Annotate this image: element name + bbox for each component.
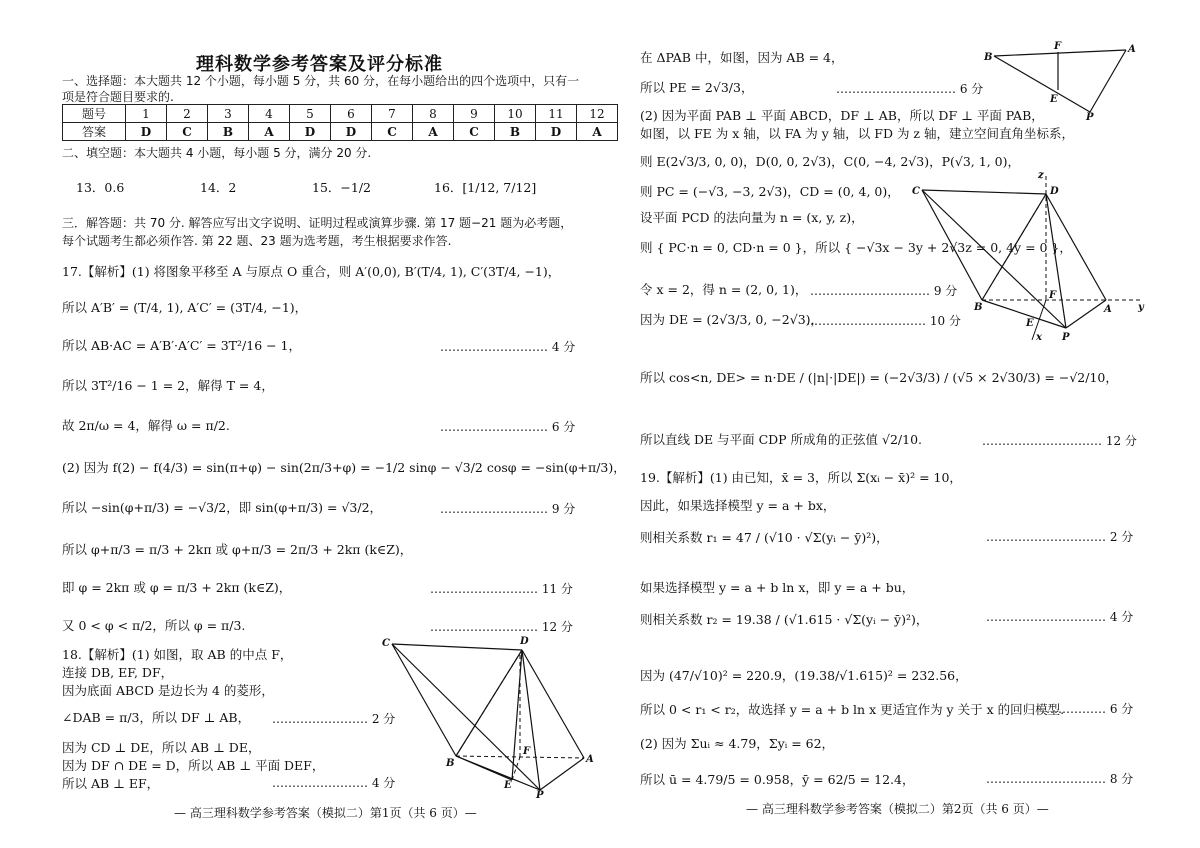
- table-cell: B: [495, 123, 536, 141]
- figure-label: P: [536, 790, 544, 800]
- solution-line: 所以 ū = 4.79/5 = 0.958，ȳ = 62/5 = 12.4，: [640, 772, 915, 787]
- solution-line: (2) 因为平面 PAB ⊥ 平面 ABCD，DF ⊥ AB，所以 DF ⊥ 平面 PAB，: [640, 108, 1044, 123]
- score-marker: ……………………… 6 分: [440, 420, 576, 434]
- solution-line: 所以 0 < r₁ < r₂，故选择 y = a + b ln x 更适宜作为 y 关于 x 的回归模型.: [640, 702, 1065, 717]
- answer-table-header-row: [63, 105, 618, 123]
- solution-line: 18.【解析】(1) 如图，取 AB 的中点 F，: [62, 647, 293, 662]
- figure-label: y: [1138, 302, 1144, 313]
- figure-label: E: [1050, 94, 1058, 105]
- table-cell: B: [208, 123, 249, 141]
- figure-label: F: [1049, 290, 1057, 301]
- table-cell: 8: [413, 105, 454, 123]
- figure-label: A: [586, 754, 594, 765]
- table-cell: 11: [536, 105, 577, 123]
- score-marker: ……………………… 4 分: [440, 340, 576, 354]
- solution-line: 所以 AB·AC = A′B′·A′C′ = 3T²/16 − 1，: [62, 338, 302, 353]
- score-marker: ………………………… 10 分: [806, 314, 961, 328]
- solution-line: 因为 CD ⊥ DE，所以 AB ⊥ DE，: [62, 740, 261, 755]
- figure-label: P: [1062, 332, 1070, 343]
- answer-15: 15．−1/2: [312, 180, 371, 195]
- score-marker: ……………………… 11 分: [430, 582, 573, 596]
- solution-line: 所以直线 DE 与平面 CDP 所成角的正弦值 √2/10.: [640, 432, 923, 447]
- section1-heading: 一、选择题：本大题共 12 个小题，每小题 5 分，共 60 分，在每小题给出的四个选项中，只有一: [62, 74, 580, 88]
- figure-label: B: [446, 758, 455, 769]
- table-cell: 9: [454, 105, 495, 123]
- table-cell: C: [167, 123, 208, 141]
- section3-heading-cont: 每个试题考生都必须作答. 第 22 题、23 题为选考题，考生根据要求作答.: [62, 234, 452, 248]
- solution-line: 因为 DE = (2√3/3, 0, −2√3)，: [640, 312, 824, 327]
- figure-label: P: [1086, 112, 1094, 122]
- score-marker: ………………………… 8 分: [986, 772, 1134, 786]
- figure-label: C: [382, 638, 390, 649]
- figure-label: D: [520, 636, 529, 647]
- answer-13: 13．0.6: [76, 180, 125, 195]
- figure-label: B: [984, 52, 993, 63]
- table-cell: D: [290, 123, 331, 141]
- answer-16: 16．[1/12, 7/12]: [434, 180, 537, 195]
- solution-line: 故 2π/ω = 4，解得 ω = π/2.: [62, 418, 230, 433]
- table-cell: A: [413, 123, 454, 141]
- figure-label: B: [974, 302, 983, 313]
- figure-label: z: [1038, 170, 1044, 181]
- figure-label: F: [523, 746, 531, 757]
- solution-line: 令 x = 2，得 n = (2, 0, 1)，: [640, 282, 808, 297]
- solution-line: (2) 因为 Σuᵢ ≈ 4.79，Σyᵢ = 62，: [640, 736, 835, 751]
- solution-line: ∠DAB = π/3，所以 DF ⊥ AB，: [62, 710, 251, 725]
- solution-line: 所以 PE = 2√3/3，: [640, 80, 754, 95]
- table-cell: 3: [208, 105, 249, 123]
- answer-table-answer-row: [63, 123, 618, 141]
- score-marker: ………………………… 4 分: [986, 610, 1134, 624]
- solution-line: 因为底面 ABCD 是边长为 4 的菱形，: [62, 683, 274, 698]
- table-cell: D: [126, 123, 167, 141]
- section3-heading: 三．解答题：共 70 分. 解答应写出文字说明、证明过程或演算步骤. 第 17 题−21 题为必考题，: [62, 216, 573, 230]
- solution-line: 则相关系数 r₂ = 19.38 / (√1.615 · √Σ(yᵢ − ȳ)²)，: [640, 612, 929, 627]
- score-marker: …………………… 2 分: [272, 712, 396, 726]
- score-marker: ……………………… 9 分: [440, 502, 576, 516]
- table-cell: 7: [372, 105, 413, 123]
- solution-line: 所以 A′B′ = (T/4, 1), A′C′ = (3T/4, −1)，: [62, 300, 308, 315]
- solution-line: 即 φ = 2kπ 或 φ = π/3 + 2kπ (k∈Z)，: [62, 580, 292, 595]
- table-cell: 5: [290, 105, 331, 123]
- score-marker: ………………………… 6 分: [836, 82, 984, 96]
- solution-line: 如图，以 FE 为 x 轴，以 FA 为 y 轴，以 FD 为 z 轴，建立空间直角坐标系，: [640, 126, 1074, 141]
- solution-line: 17.【解析】(1) 将图象平移至 A 与原点 O 重合，则 A′(0,0), B′(T/4, 1), C′(3T/4, −1)，: [62, 264, 561, 279]
- answer-14: 14．2: [200, 180, 237, 195]
- solution-line: 因此，如果选择模型 y = a + bx，: [640, 498, 836, 513]
- table-cell: 答案: [63, 123, 126, 141]
- figure-label: E: [504, 780, 512, 791]
- solution-line: 因为 (47/√10)² = 220.9，(19.38/√1.615)² = 232.56，: [640, 668, 968, 683]
- solution-line: 如果选择模型 y = a + b ln x，即 y = a + bu，: [640, 580, 915, 595]
- table-cell: 4: [249, 105, 290, 123]
- figure-label: C: [912, 186, 920, 197]
- solution-line: 所以 −sin(φ+π/3) = −√3/2，即 sin(φ+π/3) = √3/2，: [62, 500, 383, 515]
- solution-line: 则 { PC·n = 0, CD·n = 0 }，所以 { −√3x − 3y + 2√3z = 0, 4y = 0 }，: [640, 240, 1072, 255]
- table-cell: 6: [331, 105, 372, 123]
- footer-right: — 高三理科数学参考答案（模拟二）第2页（共 6 页）—: [746, 802, 1049, 816]
- table-cell: A: [249, 123, 290, 141]
- solution-line: 则 E(2√3/3, 0, 0)，D(0, 0, 2√3)，C(0, −4, 2√3)，P(√3, 1, 0)，: [640, 154, 1020, 169]
- solution-line: 设平面 PCD 的法向量为 n = (x, y, z)，: [640, 210, 864, 225]
- table-cell: C: [372, 123, 413, 141]
- figure-label: F: [1054, 41, 1062, 52]
- score-marker: ………………………… 2 分: [986, 530, 1134, 544]
- solution-line: 则 PC = (−√3, −3, 2√3)，CD = (0, 4, 0)，: [640, 184, 900, 199]
- section2-heading: 二、填空题：本大题共 4 小题，每小题 5 分，满分 20 分.: [62, 146, 372, 160]
- section1-heading-cont: 项是符合题目要求的.: [62, 90, 174, 104]
- solution-line: 连接 DB, EF, DF，: [62, 665, 174, 680]
- figure-label: E: [1026, 318, 1034, 329]
- solution-line: 19.【解析】(1) 由已知，x̄ = 3，所以 Σ(xᵢ − x̄)² = 10，: [640, 470, 962, 485]
- table-cell: 题号: [63, 105, 126, 123]
- solution-line: 在 ΔPAB 中，如图，因为 AB = 4，: [640, 50, 844, 65]
- figure-label: A: [1104, 304, 1112, 315]
- score-marker: ………………………… 9 分: [810, 284, 958, 298]
- footer-left: — 高三理科数学参考答案（模拟二）第1页（共 6 页）—: [174, 806, 477, 820]
- figure-label: A: [1128, 44, 1136, 55]
- pyramid-figure-left: [380, 630, 600, 800]
- score-marker: ……………………… 12 分: [430, 620, 573, 634]
- table-cell: A: [577, 123, 618, 141]
- solution-line: 则相关系数 r₁ = 47 / (√10 · √Σ(yᵢ − ȳ)²)，: [640, 530, 889, 545]
- pyramid-figure-coords: [910, 168, 1150, 344]
- figure-label: x: [1036, 332, 1042, 343]
- score-marker: …………… 6 分: [1046, 702, 1134, 716]
- figure-label: D: [1050, 186, 1059, 197]
- solution-line: 所以 3T²/16 − 1 = 2，解得 T = 4，: [62, 378, 274, 393]
- solution-line: 所以 AB ⊥ EF，: [62, 776, 160, 791]
- table-cell: C: [454, 123, 495, 141]
- answer-table: [62, 104, 618, 141]
- solution-line: 所以 cos<n, DE> = n·DE / (|n|·|DE|) = (−2√3/3) / (√5 × 2√30/3) = −√2/10，: [640, 370, 1118, 385]
- score-marker: …………………… 4 分: [272, 776, 396, 790]
- table-cell: D: [331, 123, 372, 141]
- table-cell: 1: [126, 105, 167, 123]
- table-cell: 2: [167, 105, 208, 123]
- solution-line: 又 0 < φ < π/2，所以 φ = π/3.: [62, 618, 246, 633]
- page-title: 理科数学参考答案及评分标准: [196, 54, 443, 75]
- table-cell: D: [536, 123, 577, 141]
- score-marker: ………………………… 12 分: [982, 434, 1137, 448]
- solution-line: 所以 φ+π/3 = π/3 + 2kπ 或 φ+π/3 = 2π/3 + 2kπ (k∈Z)，: [62, 542, 413, 557]
- solution-line: (2) 因为 f(2) − f(4/3) = sin(π+φ) − sin(2π/3+φ) = −1/2 sinφ − √3/2 cosφ = −sin(φ+π/3)，: [62, 460, 626, 475]
- table-cell: 10: [495, 105, 536, 123]
- solution-line: 因为 DF ∩ DE = D，所以 AB ⊥ 平面 DEF，: [62, 758, 325, 773]
- table-cell: 12: [577, 105, 618, 123]
